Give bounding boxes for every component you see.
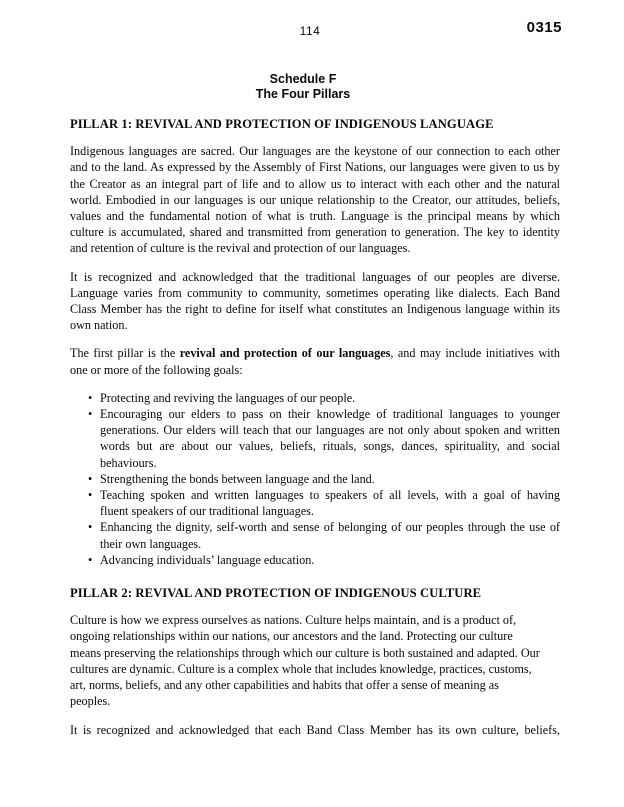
bullet-icon: • — [88, 488, 93, 503]
text-line: peoples. — [70, 694, 111, 709]
bullet-icon: • — [88, 407, 93, 422]
text-line: Enhancing the dignity, self-worth and sense of belonging of our peoples through the use of — [100, 520, 560, 535]
text-line: Class Member has the right to define for itself what constitutes an Indigenous language within its — [70, 302, 560, 317]
text-line — [70, 345, 560, 361]
document-title — [0, 72, 606, 102]
document-body — [70, 116, 560, 750]
text-line: Teaching spoken and written languages to speakers of all levels, with a goal of having — [100, 488, 560, 503]
bullet-icon: • — [88, 520, 93, 535]
pillar1-paragraph-3 — [70, 345, 560, 377]
text-line: the Creator as an integral part of life and to allow us to interact with each other and the natural — [70, 176, 560, 191]
text-line: ongoing relationships within our nations, our ancestors and the land. Protecting our culture — [70, 629, 513, 644]
bullet-icon: • — [88, 471, 93, 486]
page-number: 114 — [299, 24, 321, 38]
bold-text-run: revival and protection of our languages — [179, 346, 391, 361]
bullet-item — [70, 390, 560, 406]
pillar1-paragraph-2 — [70, 269, 560, 334]
text-line: and retention of culture is the revival and protection of our languages. — [70, 241, 411, 256]
text-line: It is recognized and acknowledged that the traditional languages of our peoples are diverse. — [70, 269, 560, 284]
text-line: It is recognized and acknowledged that each Band Class Member has its own culture, beliefs, — [70, 722, 560, 737]
bullet-item — [70, 519, 560, 551]
text-line: cultures are dynamic. Culture is a complex whole that includes knowledge, practices, customs, — [70, 661, 532, 676]
bullet-item — [70, 552, 560, 568]
schedule-subtitle: The Four Pillars — [255, 87, 351, 101]
goals-bullet-list — [70, 390, 560, 568]
text-line: Advancing individuals’ language education. — [100, 552, 315, 567]
text-run: The first pillar is the — [70, 346, 180, 361]
text-line: generations. Our elders will teach that our languages are not only about spoken and written — [100, 423, 560, 438]
text-line: Indigenous languages are sacred. Our languages are the keystone of our connection to each other — [70, 144, 560, 159]
pillar2-paragraph-1 — [70, 612, 560, 709]
text-line: and to the land. As expressed by the Assembly of First Nations, our languages were given to us by — [70, 160, 560, 175]
text-line: own nation. — [70, 318, 128, 333]
bullet-icon: • — [88, 552, 93, 567]
pillar1-paragraph-1 — [70, 143, 560, 256]
text-run: , and may include initiatives with — [390, 346, 560, 361]
text-line: world. Embodied in our languages is our unique relationship to the Creator, our attitudes, beliefs, — [70, 192, 560, 207]
text-line: means preserving the relationships through which our culture is both sustained and adapted. Our — [70, 645, 540, 660]
text-line: fluent speakers of our traditional languages. — [100, 504, 314, 519]
pillar2-paragraph-2 — [70, 722, 560, 738]
bullet-icon: • — [88, 390, 93, 405]
bullet-item — [70, 487, 560, 519]
pillar1-heading: PILLAR 1: REVIVAL AND PROTECTION OF INDIGENOUS LANGUAGE — [70, 117, 494, 131]
schedule-title: Schedule F — [269, 72, 337, 86]
text-line: one or more of the following goals: — [70, 362, 243, 377]
text-line: values and the fundamental notion of what is truth. Language is the principal means by which — [70, 209, 560, 224]
text-line: Protecting and reviving the languages of our people. — [100, 390, 356, 405]
text-line: their own languages. — [100, 536, 202, 551]
text-line: behaviours. — [100, 455, 157, 470]
text-line: Encouraging our elders to pass on their knowledge of traditional languages to younger — [100, 407, 560, 422]
text-line: Culture is how we express ourselves as nations. Culture helps maintain, and is a product of, — [70, 613, 517, 628]
bullet-item — [70, 406, 560, 471]
bullet-item — [70, 471, 560, 487]
text-line: culture is accumulated, shared and transmitted from generation to generation. The key to identity — [70, 225, 560, 240]
stamp-number: 0315 — [526, 19, 562, 36]
text-line: Language varies from community to community, sometimes operating like dialects. Each Band — [70, 285, 560, 300]
pillar2-heading: PILLAR 2: REVIVAL AND PROTECTION OF INDIGENOUS CULTURE — [70, 586, 482, 601]
text-line: Strengthening the bonds between language and the land. — [100, 471, 375, 486]
text-line: art, norms, beliefs, and any other capabilities and habits that offer a sense of meaning as — [70, 678, 499, 693]
text-line: words but are about our values, beliefs, rituals, songs, dances, spirituality, and social — [100, 439, 560, 454]
